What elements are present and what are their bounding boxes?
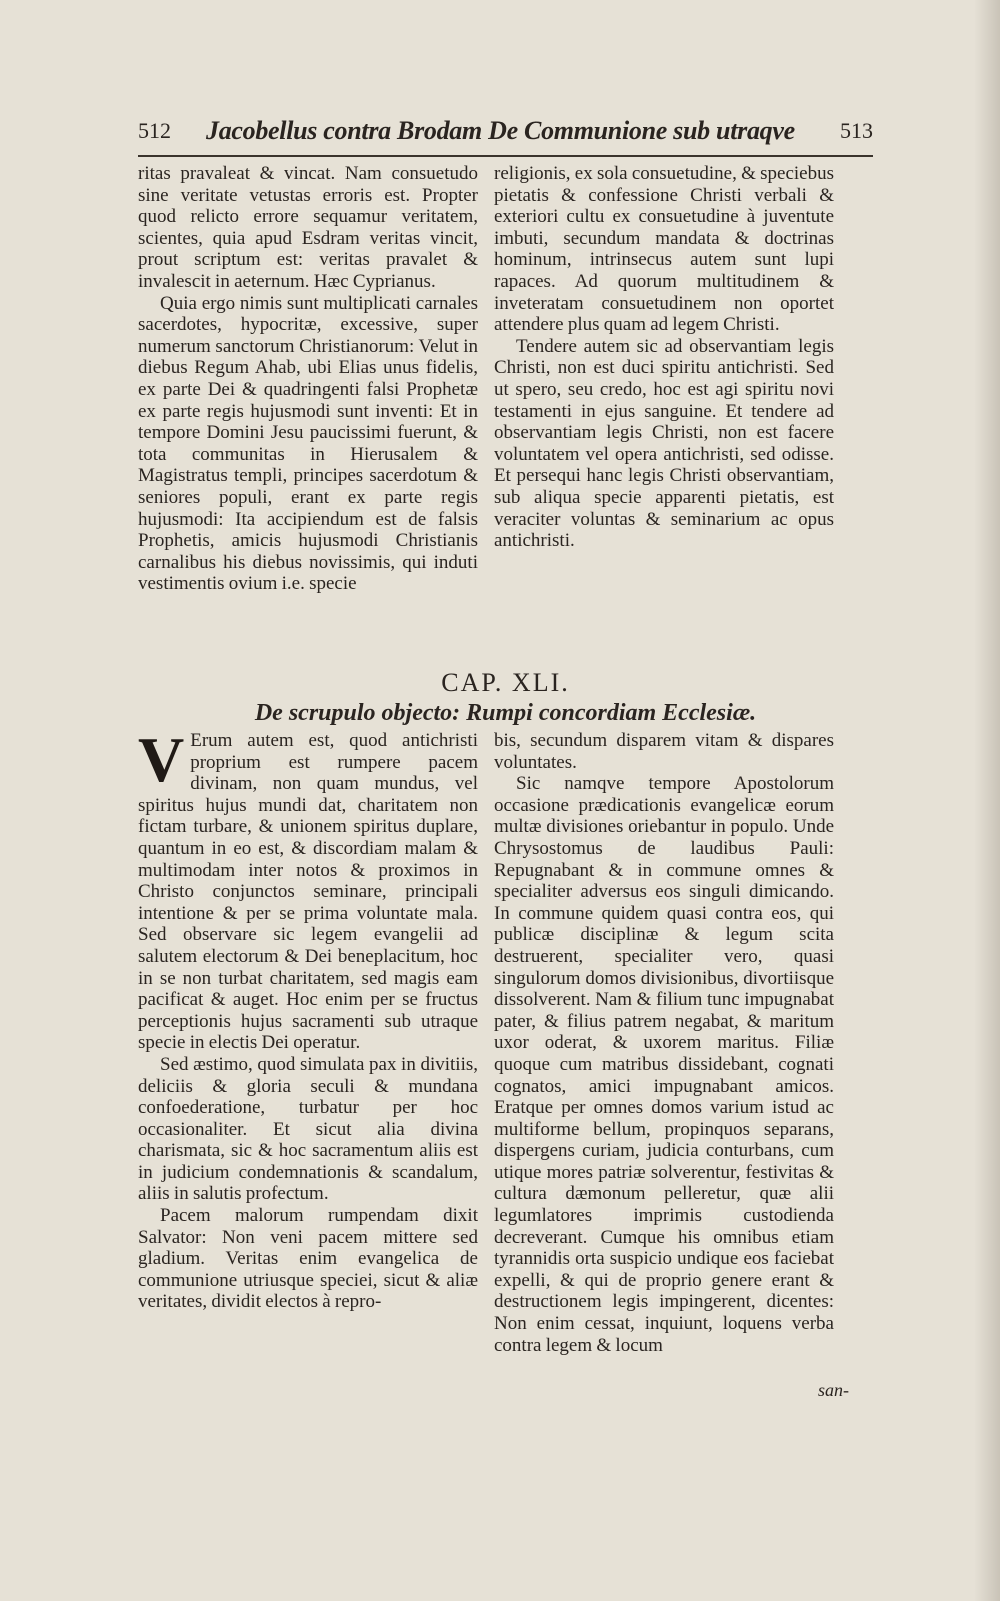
column-left-bottom: [138, 724, 478, 1313]
catchword: san-: [818, 1380, 849, 1400]
page-number-right: 513: [840, 118, 873, 143]
paragraph: religionis, ex sola consuetudine, & speciebus pietatis & confessione Christi verbali & exteriori cultu ex consuetudine à juventute imbuti, secundum mandata & doctrinas hominum, intrinsecus autem sunt lupi rapaces. Ad quorum multitudinem & inveteratam consuetudinem non oportet attendere plus quam ad legem Christi.: [494, 163, 834, 336]
paragraph: Pacem malorum rumpendam dixit Salvator: Non veni pacem mittere sed gladium. Veritas enim evangelica de communione utriusque speciei, sicut & aliæ veritates, dividit electos à repro-: [138, 1205, 478, 1313]
column-right-bottom: [494, 730, 834, 1356]
page-number-left: 512: [138, 118, 171, 143]
paragraph: bis, secundum disparem vitam & dispares voluntates.: [494, 730, 834, 773]
paragraph-text: Erum autem est, quod antichristi proprium est rumpere pacem divinam, non quam mundus, vel spiritus hujus mundi dat, charitatem non fictam turbare, & unionem spiritus duplare, quantum in eo est, & discordiam malam & multimodam inter notos & proximos in Christo conjunctos seminare, principali intentione & per se prima voluntate mala. Sed observare sic legem evangelii ad salutem electorum & Dei beneplacitum, hoc in se non turbat charitatem, sed magis eam pacificat & auget. Hoc enim per se fructus perceptionis hujus sacramenti sub utraque specie in electis Dei operatur.: [138, 730, 478, 1054]
paragraph: ritas pravaleat & vincat. Nam consuetudo sine veritate vetustas erroris est. Propter quod relicto errore sequamur veritatem, scientes, quia apud Esdram veritas vincit, prout scriptum est: veritas pravalet & invalescit in aeternum. Hæc Cyprianus.: [138, 163, 478, 292]
running-head: Jacobellus contra Brodam De Communione sub utraqve: [206, 116, 795, 145]
header-rule: [138, 155, 873, 157]
paragraph: Sic namqve tempore Apostolorum occasione prædicationis evangelicæ eorum multæ divisiones oriebantur in populo. Unde Chrysostomus de laudibus Pauli: Repugnabant & in commune omnes & specialiter adversus eos singuli dimicando. In commune quidem quasi contra eos, qui publicæ disciplinæ & legum scita destruerent, specialiter vero, quasi singulorum domos divisionibus, divortiisque dissolverent. Nam & filium tunc impugnabat pater, & filius patrem negabat, & maritum uxor oderat, & uxorem maritus. Filiæ quoque cum matribus dissidebant, cognati cognatos, amici impugnabant amicos. Eratque per omnes domos varium istud ac multiforme bellum, propinquos separans, dispergens curiam, judicia conturbans, cum utique mores patriæ solverentur, festivitas & cultura dæmonum pelleretur, quæ alii legumlatores imprimis custodienda decreverant. Cumque his omnibus etiam tyrannidis orta suspicio undique eos faciebat expelli, & qui de proprio genere erant & destructionem legis impingerent, dicentes: Non enim cessat, inquiunt, loquens verba contra legem & locum: [494, 773, 834, 1356]
page-header: [138, 118, 873, 148]
column-right-top: [494, 163, 834, 552]
paragraph: Tendere autem sic ad observantiam legis Christi, non est duci spiritu antichristi. Sed ut spero, seu credo, hoc est agi spiritu novi testamenti in ejus sanguine. Et tendere ad observantiam legis Christi, non est facere voluntatem vel opera antichristi, sed odisse. Et persequi hanc legis Christi observantiam, sub aliqua specie apparenti pietatis, est veraciter voluntas & seminarium ac opus antichristi.: [494, 335, 834, 552]
paragraph: [138, 724, 478, 1054]
column-left-top: [138, 163, 478, 595]
chapter-title: CAP. XLI.: [441, 668, 570, 697]
paragraph: Quia ergo nimis sunt multiplicati carnales sacerdotes, hypocritæ, excessive, super numerum sanctorum Christianorum: Velut in diebus Regum Ahab, ubi Elias unus fidelis, ex parte Dei & quadringenti falsi Prophetæ ex parte regis hujusmodi sunt inventi: Et in tempore Domini Jesu paucissimi fuerunt, & tota communitas in Hierusalem & Magistratus templi, principes sacerdotum & seniores populi, erant ex parte regis hujusmodi: Ita accipiendum est de falsis Prophetis, amicis hujusmodi Christianis carnalibus his diebus novissimis, qui induti vestimentis ovium i.e. specie: [138, 292, 478, 595]
drop-cap: V: [138, 724, 185, 795]
paragraph: Sed æstimo, quod simulata pax in divitiis, deliciis & gloria seculi & mundana confoederatione, turbatur per hoc occasionaliter. Et sicut alia divina charismata, sic & hoc sacramentum aliis est in judicium condemnationis & scandalum, aliis in salutis profectum.: [138, 1053, 478, 1205]
gutter-shadow: [974, 0, 1000, 1601]
chapter-subtitle: De scrupulo objecto: Rumpi concordiam Ecclesiæ.: [254, 700, 757, 726]
